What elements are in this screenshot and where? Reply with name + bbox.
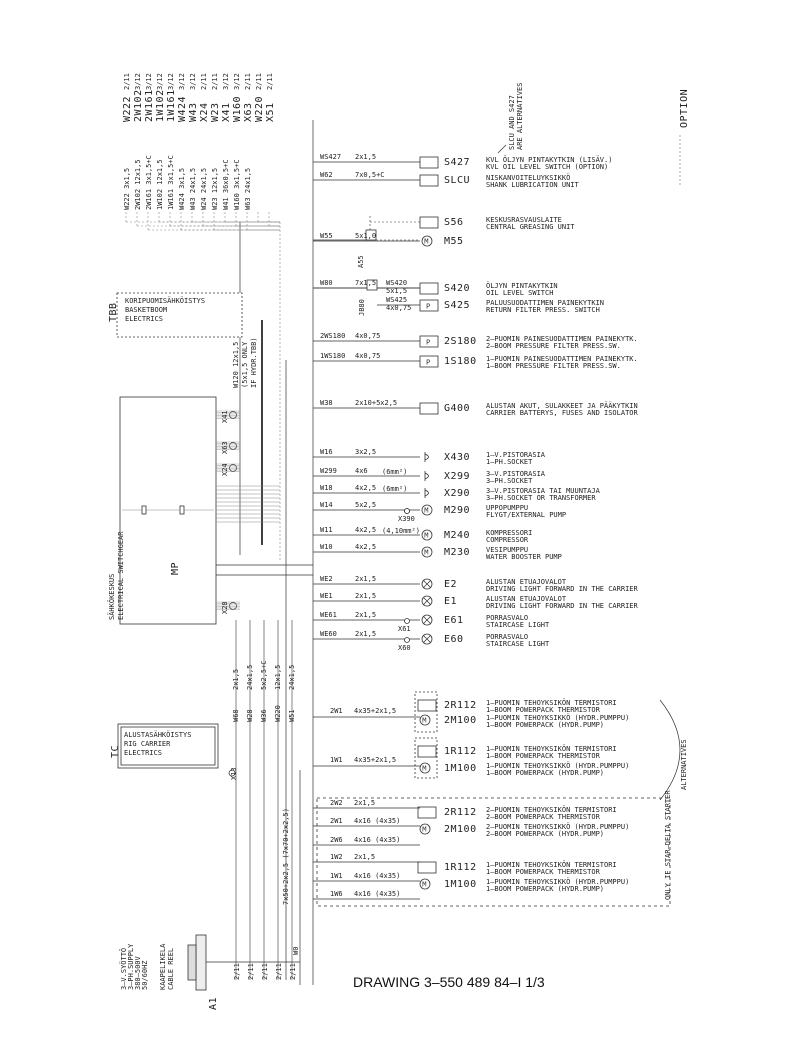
boom-group-0-frame (415, 692, 437, 732)
boom-1-0-desc-fi: 1–PUOMIN TEHOYKSIKÖN TERMISTORI (486, 745, 617, 753)
circuit-m230-desc-en: WATER BOOSTER PUMP (486, 553, 562, 561)
boom-1-1-tag: 1M100 (444, 763, 477, 774)
top-cable-spec-1: 2W102 12x1,5 (134, 159, 142, 210)
cable-reel-fi: KAAPELIKELA (159, 943, 167, 990)
circuit-m240-cable: W11 (320, 526, 333, 534)
circuit-2s180-spec: 4x0,75 (355, 332, 381, 340)
circuit-2s180-tag: 2S180 (444, 336, 477, 347)
a1-code: A1 (208, 996, 219, 1010)
boom-0-0-device-box (418, 700, 436, 711)
boom-0-1-desc-en: 1–BOOM POWERPACK (HYDR.PUMP) (486, 721, 605, 729)
circuit-x290-desc-en: 3–PH.SOCKET OR TRANSFORMER (486, 494, 596, 502)
circuit-s420-subspec: 5x1,5 (386, 287, 408, 295)
tbb-line-en-2: ELECTRICS (125, 315, 163, 323)
alt-0-desc-en: 2–BOOM POWERPACK THERMISTOR (486, 813, 600, 821)
circuit-s425-subspec: 4x0,75 (386, 304, 412, 312)
circuit-x430-cable: W16 (320, 448, 333, 456)
top-cable-sheet-10: 3/12 (233, 73, 241, 90)
circuit-e1-cable: WE1 (320, 592, 333, 600)
bottom-cable-sheet-1: 2/11 (247, 963, 255, 980)
tbb-line-fi: KORIPUOMISÄHKÖISTYS (125, 297, 206, 305)
circuit-x430-socket-symbol (425, 452, 429, 462)
circuit-s56-desc-fi: KESKUSRASVAUSLAITE (486, 216, 562, 224)
top-cable-spec-6: W43 24x1,5 (189, 167, 197, 210)
circuit-m55-cable: W55 (320, 232, 333, 240)
alt-3-spec-1: 4x16 (4x35) (354, 890, 401, 898)
circuit-x290-desc-fi: 3–V.PISTORASIA TAI MUUNTAJA (486, 487, 600, 495)
alt-0-cable-0: 2W2 (330, 799, 343, 807)
top-cable-tag-1: 2W102 (133, 89, 144, 122)
drawing-number: DRAWING 3–550 489 84–I 1/3 (353, 974, 545, 990)
w120-note-2: IF HYDR.TBB) (250, 337, 258, 388)
bottom-cable-tag-1: W28 (246, 709, 254, 722)
bottom-cable-tag-4: W51 (288, 709, 296, 722)
circuit-s56-tag: S56 (444, 217, 464, 228)
circuit-s427-spec: 2x1,5 (355, 153, 377, 161)
tc-line-fi: ALUSTASÄHKÖISTYS (124, 731, 192, 739)
circuit-s420-tag: S420 (444, 283, 471, 294)
switchgear-label-en: ELECTRICAL SWITCHGEAR (117, 531, 125, 620)
alt-3-cable-1: 1W6 (330, 890, 343, 898)
alt-3-desc-fi: 1–PUOMIN TEHOYKSIKKÖ (HYDR.PUMPPU) (486, 878, 630, 886)
alt-2-spec-0: 2x1,5 (354, 853, 376, 861)
circuit-m55-tag: M55 (444, 236, 464, 247)
circuit-x299-socket-symbol (425, 471, 429, 481)
top-cable-spec-5: W424 3x1,5 (178, 167, 186, 210)
top-cable-tag-9: X41 (221, 102, 232, 122)
circuit-e60-desc-fi: PORRASVALO (486, 633, 529, 641)
top-cable-tag-6: W43 (188, 102, 199, 122)
switchgear-code: MP (170, 561, 181, 575)
top-cable-sheet-4: 3/12 (167, 73, 175, 90)
bus-cable-spec: 7x50+2x2,5 (7x70+2x2,5) (282, 808, 290, 905)
top-cable-sheet-3: 3/12 (156, 73, 164, 90)
circuit-e60-spec: 2x1,5 (355, 630, 377, 638)
circuit-x290-cable: W18 (320, 484, 333, 492)
alt-0-desc-fi: 2–PUOMIN TEHOYKSIKÖN TERMISTORI (486, 806, 617, 814)
bottom-cable-sheet-0: 2/11 (233, 963, 241, 980)
circuit-x299-spec: 4x6 (355, 467, 368, 475)
circuit-s420-sub: WS420 (386, 279, 408, 287)
circuit-1s180-desc-fi: 1–PUOMIN PAINESUODATTIMEN PAINEKYTK. (486, 355, 638, 363)
x13-label: X13 (230, 767, 238, 780)
circuit-e60-connector (405, 638, 410, 643)
mp-connector-label-0: X41 (221, 410, 229, 423)
circuit-e61-spec: 2x1,5 (355, 611, 377, 619)
circuit-g400-desc-fi: ALUSTAN AKUT, SULAKKEET JA PÄÄKYTKIN (486, 402, 638, 410)
tc-code: TC (110, 744, 121, 758)
boom-0-0-desc-en: 1–BOOM POWERPACK THERMISTOR (486, 706, 600, 714)
circuit-s420-device-box (420, 283, 438, 294)
circuit-slcu-desc-fi: NISKANVOITELUYKSIKKÖ (486, 174, 571, 182)
alt-1-spec-1: 4x16 (4x35) (354, 836, 401, 844)
circuit-m240-motor-glyph: M (424, 531, 429, 540)
circuit-e61-tag: E61 (444, 615, 464, 626)
circuit-x430-desc-fi: 1–V.PISTORASIA (486, 451, 546, 459)
circuit-s425-tag: S425 (444, 300, 471, 311)
boom-1-0-device-box (418, 746, 436, 757)
circuit-s425-desc-fi: PALUUSUODATTIMEN PAINEKYTKIN (486, 299, 605, 307)
bottom-cable-sheet-4: 2/11 (289, 963, 297, 980)
star-delta-note: ONLY IF STAR–DELTA STARTER (664, 790, 672, 900)
bottom-cable-spec-4: 24x1,5 (288, 664, 296, 690)
circuit-x430-tag: X430 (444, 452, 471, 463)
top-cable-tag-4: 1W161 (166, 89, 177, 122)
alt-3-cable-0: 1W1 (330, 872, 343, 880)
circuit-s427-desc-en: KVL OIL LEVEL SWITCH (OPTION) (486, 163, 609, 171)
circuit-m240-desc-en: COMPRESSOR (486, 536, 529, 544)
circuit-m230-motor-glyph: M (424, 548, 429, 557)
circuit-s427-device-box (420, 157, 438, 168)
alt-1-tag: 2M100 (444, 824, 477, 835)
circuit-e2-cable: WE2 (320, 575, 333, 583)
circuit-e2-spec: 2x1,5 (355, 575, 377, 583)
top-cable-spec-4: 1W161 3x1,5+C (167, 155, 175, 210)
switchgear-mp-box (120, 397, 216, 624)
circuit-m240-spec: 4x2,5 (355, 526, 377, 534)
circuit-m290-cable: W14 (320, 501, 333, 509)
circuit-1s180-cable: 1WS180 (320, 352, 346, 360)
tc-line-en-1: RIG CARRIER (124, 740, 171, 748)
tbb-code: TBB (108, 302, 119, 322)
top-cable-tag-3: 1W102 (155, 89, 166, 122)
circuit-x430-spec: 3x2,5 (355, 448, 377, 456)
circuit-slcu-spec: 7x0,5+C (355, 171, 385, 179)
alt-2-device-box (418, 862, 436, 873)
alternatives-note-1: SLCU AND S427 (508, 95, 516, 150)
boom-0-1-motor-glyph: M (422, 716, 427, 725)
alt-1-desc-fi: 2–PUOMIN TEHOYKSIKKÖ (HYDR.PUMPPU) (486, 823, 630, 831)
circuit-m290-motor-glyph: M (424, 506, 429, 515)
top-cable-tag-10: W160 (232, 95, 243, 122)
circuit-1s180-desc-en: 1–BOOM PRESSURE FILTER PRESS.SW. (486, 362, 621, 370)
boom-0-1-tag: 2M100 (444, 715, 477, 726)
circuit-e60-tag: E60 (444, 634, 464, 645)
circuit-g400-cable: W38 (320, 399, 333, 407)
boom-0-1-desc-fi: 1–PUOMIN TEHOYKSIKKÖ (HYDR.PUMPPU) (486, 714, 630, 722)
top-cable-tag-12: W220 (254, 95, 265, 122)
boom-group-0-spec: 4x35+2x1,5 (354, 707, 397, 715)
alternatives-side-label: ALTERNATIVES (680, 739, 688, 790)
bottom-cable-tag-2: W36 (260, 709, 268, 722)
top-cable-tag-13: X51 (265, 102, 276, 122)
cable-reel-hub (188, 945, 196, 980)
boom-1-0-tag: 1R112 (444, 746, 477, 757)
top-cable-spec-8: W23 12x1,5 (211, 167, 219, 210)
alternatives-note-2: ARE ALTERNATIVES (516, 82, 524, 150)
top-cable-tag-5: W424 (177, 95, 188, 122)
circuit-x299-note: (6mm²) (382, 468, 408, 476)
circuit-m230-desc-fi: VESIPUMPPU (486, 546, 529, 554)
circuit-s427-tag: S427 (444, 157, 471, 168)
alt-2-desc-fi: 1–PUOMIN TEHOYKSIKÖN TERMISTORI (486, 861, 617, 869)
bottom-cable-spec-3: 12x1,5 (274, 664, 282, 690)
circuit-x290-socket-symbol (425, 488, 429, 498)
top-cable-spec-9: W41 36x0,5+C (222, 159, 230, 210)
circuit-2s180-pressure-glyph: P (426, 338, 431, 347)
boom-0-0-desc-fi: 1–PUOMIN TEHOYKSIKÖN TERMISTORI (486, 699, 617, 707)
circuit-m240-tag: M240 (444, 530, 471, 541)
top-cable-spec-3: 1W102 12x1,5 (156, 159, 164, 210)
circuit-m230-cable: W10 (320, 543, 333, 551)
alt-2-cable-0: 1W2 (330, 853, 343, 861)
circuit-x290-note: (6mm²) (382, 485, 408, 493)
tbb-line-en-1: BASKETBOOM (125, 306, 168, 314)
circuit-g400-spec: 2x10+5x2,5 (355, 399, 398, 407)
alt-1-motor-glyph: M (422, 825, 427, 834)
circuit-s420-spec: 7x1,5 (355, 279, 377, 287)
circuit-x290-tag: X290 (444, 488, 471, 499)
circuit-2s180-desc-en: 2–BOOM PRESSURE FILTER PRESS.SW. (486, 342, 621, 350)
circuit-1s180-tag: 1S180 (444, 356, 477, 367)
alt-1-cable-1: 2W6 (330, 836, 343, 844)
circuit-s420-cable: W80 (320, 279, 333, 287)
circuit-g400-desc-en: CARRIER BATTERYS, FUSES AND ISOLATOR (486, 409, 638, 417)
bottom-cable-spec-2: 5x2,5+C (260, 660, 268, 690)
circuit-g400-tag: G400 (444, 403, 471, 414)
circuit-x430-desc-en: 1–PH.SOCKET (486, 458, 533, 466)
top-cable-tag-7: X24 (199, 102, 210, 122)
circuit-s427-desc-fi: KVL ÖLJYN PINTAKYTKIN (LISÄV.) (486, 156, 613, 164)
bottom-cable-tag-0: W68 (232, 709, 240, 722)
top-cable-sheet-13: 2/11 (266, 73, 274, 90)
circuit-s420-desc-en: OIL LEVEL SWITCH (486, 289, 554, 297)
alt-1-desc-en: 2–BOOM POWERPACK (HYDR.PUMP) (486, 830, 605, 838)
circuit-e61-cable: WE61 (320, 611, 337, 619)
alt-0-tag: 2R112 (444, 807, 477, 818)
alt-0-device-box (418, 807, 436, 818)
boom-1-1-desc-en: 1–BOOM POWERPACK (HYDR.PUMP) (486, 769, 605, 777)
top-cable-tag-8: W23 (210, 102, 221, 122)
circuit-m290-spec: 5x2,5 (355, 501, 377, 509)
top-cable-sheet-5: 3/12 (178, 73, 186, 90)
top-cable-spec-7: W24 24x1,5 (200, 167, 208, 210)
supply-line-4: 50/60HZ (141, 960, 149, 990)
circuit-s425-sub: WS425 (386, 296, 408, 304)
circuit-2s180-cable: 2WS180 (320, 332, 346, 340)
top-cable-tag-11: X63 (243, 102, 254, 122)
circuit-m240-desc-fi: KOMPRESSORI (486, 529, 533, 537)
switchgear-relay (180, 506, 184, 514)
supply-line-3: 380–500V (134, 956, 142, 990)
circuit-e61-connector-label: X61 (398, 625, 411, 633)
boom-1-1-motor-glyph: M (422, 764, 427, 773)
circuit-x299-tag: X299 (444, 471, 471, 482)
cable-reel-en: CABLE REEL (167, 947, 175, 990)
circuit-s425-desc-en: RETURN FILTER PRESS. SWITCH (486, 306, 600, 314)
supply-line-2: 3–PH.SUPPLY (127, 943, 135, 990)
alt-2-tag: 1R112 (444, 862, 477, 873)
alt-3-motor-glyph: M (422, 880, 427, 889)
circuit-s420-desc-fi: ÖLJYN PINTAKYTKIN (486, 282, 558, 290)
alternatives-arrow (660, 700, 680, 800)
circuit-slcu-cable: W62 (320, 171, 333, 179)
top-cable-sheet-11: 2/11 (244, 73, 252, 90)
mp-connector-label-1: X63 (221, 441, 229, 454)
top-cable-sheet-1: 3/12 (134, 73, 142, 90)
circuit-1s180-spec: 4x0,75 (355, 352, 381, 360)
switchgear-label-fi: SÄHKÖKESKUS (108, 573, 116, 620)
circuit-e60-desc-en: STAIRCASE LIGHT (486, 640, 550, 648)
circuit-m290-desc-en: FLYGT/EXTERNAL PUMP (486, 511, 567, 519)
circuit-s56-desc-en: CENTRAL GREASING UNIT (486, 223, 575, 231)
circuit-e2-desc-en: DRIVING LIGHT FORWARD IN THE CARRIER (486, 585, 638, 593)
circuit-x290-spec: 4x2,5 (355, 484, 377, 492)
cable-reel-body (196, 935, 206, 990)
circuit-e61-desc-en: STAIRCASE LIGHT (486, 621, 550, 629)
bottom-cable-spec-1: 24x1,5 (246, 664, 254, 690)
bottom-cable-spec-0: 2x1,5 (232, 668, 240, 690)
alt-3-spec-0: 4x16 (4x35) (354, 872, 401, 880)
top-cable-sheet-12: 2/11 (255, 73, 263, 90)
w0-cable-label: W0 (292, 946, 300, 955)
circuit-e60-cable: WE60 (320, 630, 337, 638)
bottom-cable-sheet-3: 2/11 (275, 963, 283, 980)
circuit-e1-desc-fi: ALUSTAN ETUAJOVALOT (486, 595, 567, 603)
boom-0-0-tag: 2R112 (444, 700, 477, 711)
tc-line-en-2: ELECTRICS (124, 749, 162, 757)
circuit-x299-cable: W299 (320, 467, 337, 475)
circuit-s425-pressure-glyph: P (426, 302, 431, 311)
top-cable-sheet-0: 2/11 (123, 73, 131, 90)
circuit-m55-motor-glyph: M (424, 237, 429, 246)
circuit-e1-desc-en: DRIVING LIGHT FORWARD IN THE CARRIER (486, 602, 638, 610)
circuit-e61-connector (405, 619, 410, 624)
top-cable-sheet-7: 2/11 (200, 73, 208, 90)
top-cable-sheet-9: 3/12 (222, 73, 230, 90)
top-cable-sheet-6: 3/12 (189, 73, 197, 90)
circuit-m230-spec: 4x2,5 (355, 543, 377, 551)
boom-group-0-cable: 2W1 (330, 707, 343, 715)
mp-connector-label-2: X24 (221, 463, 229, 476)
circuit-m290-connector-label: X390 (398, 515, 415, 523)
circuit-e2-tag: E2 (444, 579, 458, 590)
alternatives-leader (498, 145, 506, 153)
top-cable-tag-2: 2W161 (144, 89, 155, 122)
circuit-e1-spec: 2x1,5 (355, 592, 377, 600)
circuit-x299-desc-en: 3–PH.SOCKET (486, 477, 533, 485)
top-cable-sheet-8: 2/11 (211, 73, 219, 90)
a55-label: A55 (357, 255, 365, 268)
circuit-s427-cable: WS427 (320, 153, 342, 161)
jb80-label: JB80 (358, 299, 366, 316)
boom-1-1-desc-fi: 1–PUOMIN TEHOYKSIKKÖ (HYDR.PUMPPU) (486, 762, 630, 770)
top-cable-tag-0: W222 (122, 95, 133, 122)
circuit-m290-tag: M290 (444, 505, 471, 516)
circuit-m290-desc-fi: UPPOPUMPPU (486, 504, 529, 512)
circuit-g400-device-box (420, 403, 438, 414)
circuit-2s180-desc-fi: 2–PUOMIN PAINESUODATTIMEN PAINEKYTK. (486, 335, 638, 343)
circuit-m230-tag: M230 (444, 547, 471, 558)
boom-group-1-spec: 4x35+2x1,5 (354, 756, 397, 764)
top-cable-spec-0: W222 3x1,5 (123, 167, 131, 210)
mp-connector-label-3: X28 (221, 601, 229, 614)
circuit-slcu-tag: SLCU (444, 175, 471, 186)
boom-group-1-cable: 1W1 (330, 756, 343, 764)
supply-line-1: 3–V.SYÖTTÖ (120, 947, 128, 990)
circuit-e61-desc-fi: PORRASVALO (486, 614, 529, 622)
top-cable-sheet-2: 3/12 (145, 73, 153, 90)
alt-3-tag: 1M100 (444, 879, 477, 890)
circuit-1s180-pressure-glyph: P (426, 358, 431, 367)
alt-1-cable-0: 2W1 (330, 817, 343, 825)
alt-1-spec-0: 4x16 (4x35) (354, 817, 401, 825)
w120-note-1: (5x1,5 ONLY (241, 341, 249, 388)
switchgear-relay (142, 506, 146, 514)
top-cable-spec-11: W63 24x1,5 (244, 167, 252, 210)
circuit-e1-tag: E1 (444, 596, 458, 607)
circuit-m55-spec: 5x1,0 (355, 232, 377, 240)
boom-1-0-desc-en: 1–BOOM POWERPACK THERMISTOR (486, 752, 600, 760)
x390-connector (405, 509, 410, 514)
top-cable-spec-10: W160 3x1,5+C (233, 159, 241, 210)
alt-2-desc-en: 1–BOOM POWERPACK THERMISTOR (486, 868, 600, 876)
circuit-m240-note: (4,10mm²) (382, 527, 420, 535)
bottom-cable-tag-3: W220 (274, 705, 282, 722)
bottom-cable-sheet-2: 2/11 (261, 963, 269, 980)
option-label: OPTION (679, 88, 690, 128)
top-cable-spec-2: 2W161 3x1,5+C (145, 155, 153, 210)
circuit-s56-device-box (420, 217, 438, 228)
w120-spec: W120 12x1,5 (232, 341, 240, 388)
circuit-e2-desc-fi: ALUSTAN ETUAJOVALOT (486, 578, 567, 586)
circuit-slcu-device-box (420, 175, 438, 186)
circuit-x299-desc-fi: 3–V.PISTORASIA (486, 470, 546, 478)
alt-3-desc-en: 1–BOOM POWERPACK (HYDR.PUMP) (486, 885, 605, 893)
alt-0-spec-0: 2x1,5 (354, 799, 376, 807)
circuit-e60-connector-label: X60 (398, 644, 411, 652)
circuit-slcu-desc-en: SHANK LUBRICATION UNIT (486, 181, 579, 189)
